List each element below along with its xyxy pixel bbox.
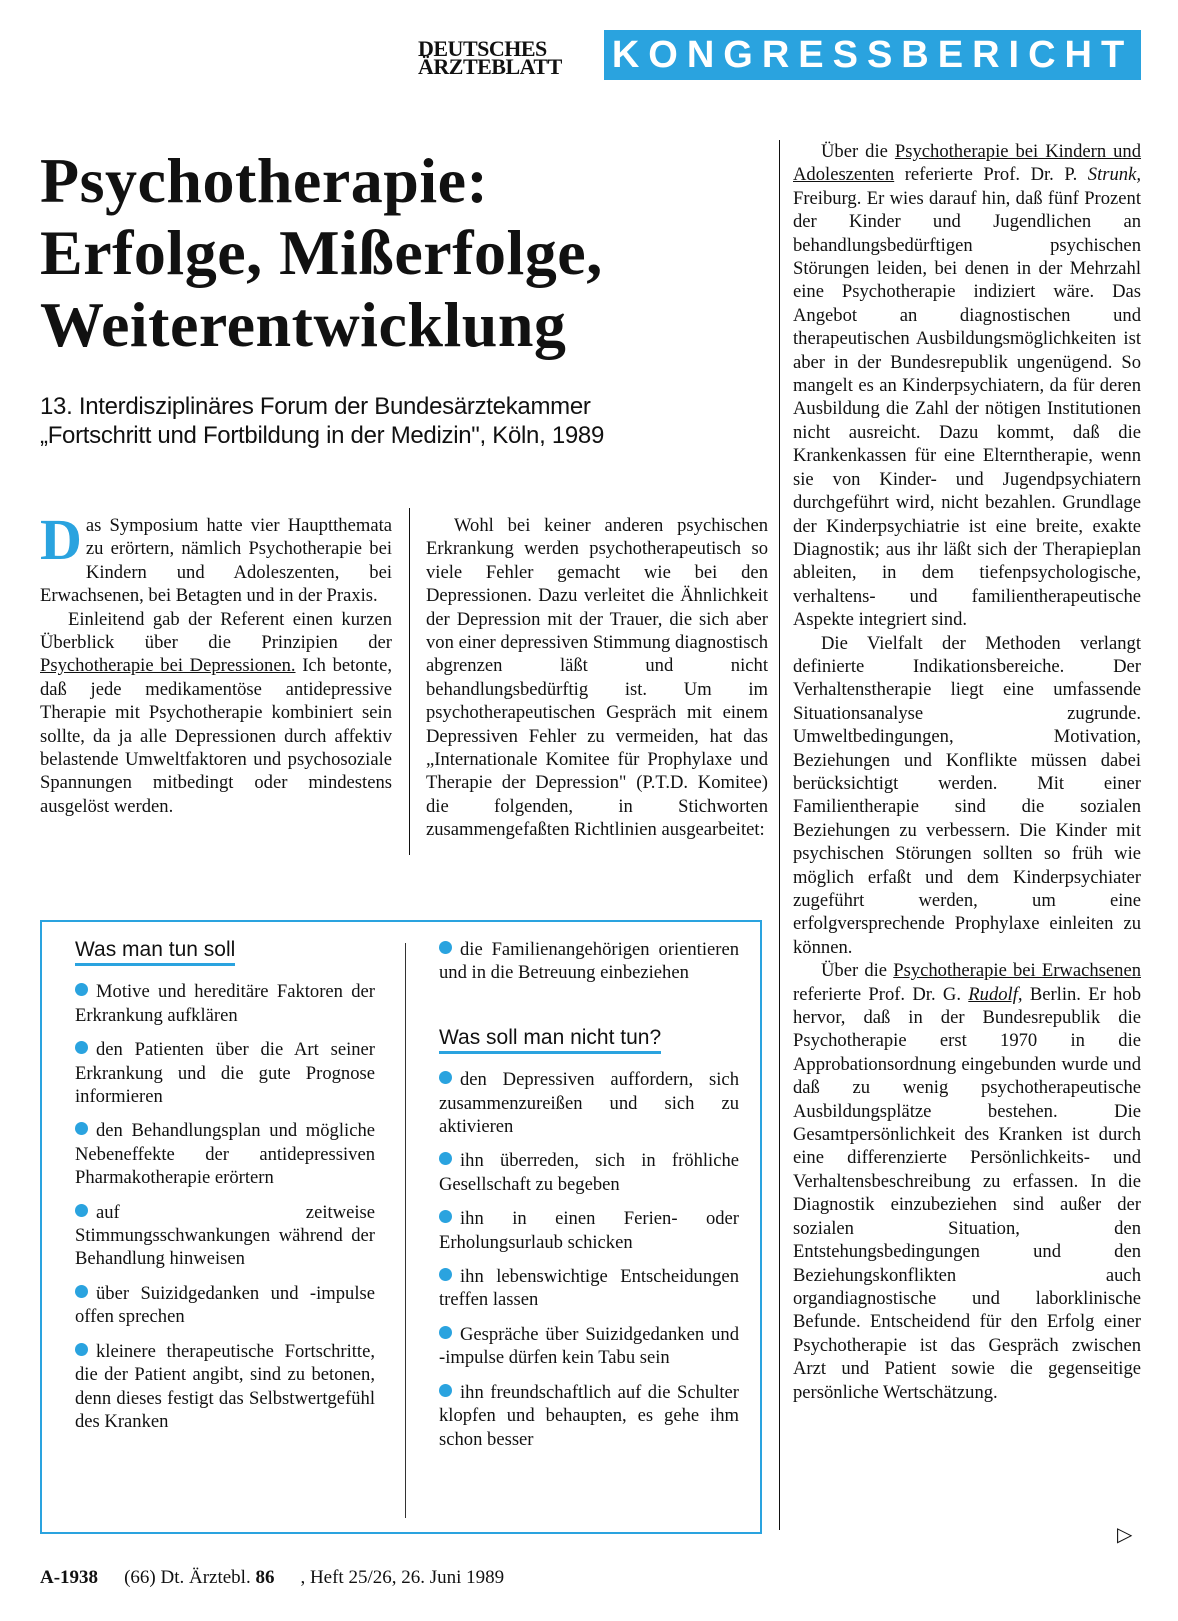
col1-p1-text: as Symposium hatte vier Hauptthemata zu erörtern, nämlich Psychotherapie bei Kindern und Adoleszenten, bei Erwachsenen, bei Betagten und in der Praxis. [40,515,392,607]
bullet-dot-icon [75,1343,88,1356]
do-list-item-text: den Patienten über die Art seiner Erkrankung und die gute Prognose informieren [75,1039,375,1108]
bullet-dot-icon [439,941,452,954]
bullet-dot-icon [75,1285,88,1298]
col3-p1-text-c: Freiburg. Er wies darauf hin, daß fünf Prozent der Kinder und Jugendlichen an behandlungsbedürftigen psychischen Störungen leiden, bei denen in der Mehrzahl eine Psychotherapie indiziert wäre. Das Angebot an diagnostischen und therapeutischen Ausbildungsmöglichkeiten ist aber in der Bundesrepublik ungenügend. So mangelt es an Kinderpsychiatern, da für deren Ausbildung die Zahl der nötigen Institutionen nicht ausreicht. Dazu kommt, daß die Krankenkassen für eine Elterntherapie, wenn sie von Kinder- und Jugendpsychiatern durchgeführt wird, nicht bezahlen. Grundlage der Kinderpsychiatrie ist eine breite, exakte Diagnostik; aus ihr läßt sich der Therapieplan ableiten, in dem tiefenpsychologische, verhaltens- und familientherapeutische Aspekte integriert sind. [793,187,1141,631]
col3-p3-speaker-name: Rudolf, [968,983,1023,1005]
col3-p3-text-b: referierte Prof. Dr. G. [793,983,969,1005]
bullet-dot-icon [75,1204,88,1217]
footer-citation-a: (66) Dt. Ärztebl. [124,1567,256,1588]
do-list-heading: Was man tun soll [75,938,235,966]
dont-list-item [439,1381,739,1451]
title-line1: Psychotherapie: [40,145,489,216]
dont-list-item [439,1068,739,1138]
col3-p1-text-a: Über die [821,141,895,162]
dont-list-item-text: ihn in einen Ferien- oder Erholungsurlaub schicken [439,1208,739,1253]
col1-p2-underlined-topic: Psychotherapie bei Depressionen. [40,655,296,677]
dont-list-item-text: den Depressiven auffordern, sich zusammenzureißen und sich zu aktivieren [439,1069,739,1138]
footer-volume: 86 [255,1567,275,1588]
do-list-item-text: über Suizidgedanken und -impulse offen sprechen [75,1282,375,1328]
col3-p3-text-c: Berlin. Er hob hervor, daß in der Bundesrepublik die Psychotherapie erst 1970 in die Approbationsordnung eingebunden wurde und daß zu wenig psychotherapeutische Ausbildungsplätze bestehen. Die Gesamtpersönlichkeit des Kranken ist durch eine differenzierte Persönlichkeits- und Verhaltensbeschreibung zu erfassen. In die Diagnostik einzubeziehen sind außer der sozialen Situation, den Entstehungsbedingungen und den Beziehungskonflikten auch organdiagnostische und laborklinische Befunde. Entscheidend für den Erfolg einer Psychotherapie ist das Gespräch zwischen Arzt und Patient sowie die gegenseitige persönliche Wertschätzung. [793,983,1141,1403]
dont-list-item [439,1207,739,1254]
col3-p1-speaker-name: Strunk, [1087,164,1141,186]
bullet-dot-icon [439,1384,452,1397]
do-list-item [439,938,739,985]
do-list-item [75,1119,375,1189]
col3-p3-text-a: Über die [821,960,894,982]
page-number: A-1938 [40,1567,99,1588]
title-line2: Erfolge, Mißerfolge, [40,217,603,288]
bullet-dot-icon [75,1122,88,1135]
col3-p3-underlined-topic: Psychotherapie bei Erwachsenen [893,960,1141,982]
do-list-item-text: kleinere therapeutische Fortschritte, die der Patient angibt, sind zu betonen, denn dieses festigt das Selbstwertgefühl des Kranken [75,1340,375,1432]
masthead-logo [418,36,588,79]
masthead-line1: DEUTSCHES [418,36,547,61]
do-list-item [75,1201,375,1271]
col1-paragraph-2 [40,608,392,819]
footer-citation-b: , Heft 25/26, 26. Juni 1989 [300,1567,505,1588]
title-line3: Weiterentwicklung [40,289,567,360]
do-list-item [75,980,375,1027]
bullet-dot-icon [439,1152,452,1165]
col3-paragraph-3 [793,959,1141,1404]
dont-list-item [439,1265,739,1312]
do-list-item-text: Motive und hereditäre Faktoren der Erkrankung aufklären [75,981,375,1026]
column-2 [426,514,768,842]
col1-p2-text-a: Einleitend gab der Referent einen kurzen Überblick über die Prinzipien der [40,608,392,654]
dont-list-heading: Was soll man nicht tun? [439,1026,661,1054]
column-divider-1 [409,508,410,855]
box-divider [405,943,406,1518]
col1-p2-text-b: Ich betonte, daß jede medikamentöse antidepressive Therapie mit Psychotherapie kombiniert sein sollte, da ja alle Depressionen durch affektiv belastende Umweltfaktoren und psychosoziale Spannungen mitbedingt oder mindestens ausgelöst werden. [40,655,392,817]
column-3 [793,140,1141,1404]
bullet-dot-icon [439,1326,452,1339]
dont-list-item [439,1323,739,1370]
page-footer [40,1567,504,1589]
dont-list-item [439,1149,739,1196]
bullet-dot-icon [439,1071,452,1084]
subtitle-line1: 13. Interdisziplinäres Forum der Bundesärztekammer [40,393,591,420]
col3-p1-text-b: referierte Prof. Dr. P. [894,164,1088,186]
do-list-column [75,938,375,1444]
column-divider-2 [779,140,780,1530]
bullet-dot-icon [439,1210,452,1223]
do-list-item-text: die Familienangehörigen orientieren und in die Betreuung einbeziehen [439,939,739,984]
article-subtitle [40,392,760,450]
col2-paragraph-1: Wohl bei keiner anderen psychischen Erkrankung werden psychotherapeutisch so viele Fehler gemacht wie bei den Depressionen. Dazu verleitet die Ähnlichkeit der Depression mit der Trauer, die sich aber von einer depressiven Stimmung diagnostisch abgrenzen läßt und nicht behandlungsbedürftig ist. Um im psychotherapeutischen Gespräch mit einem Depressiven Fehler zu vermeiden, hat das „Internationale Komitee für Prophylaxe und Therapie der Depression" (P.T.D. Komitee) die folgenden, in Stichworten zusammengefaßten Richtlinien ausgearbeitet: [426,515,768,841]
drop-cap: D [40,507,82,572]
col3-paragraph-2: Die Vielfalt der Methoden verlangt definierte Indikationsbereiche. Der Verhaltenstherapie liegt eine umfassende Situationsanalyse zugrunde. Umweltbedingungen, Motivation, Beziehungen und Konflikte müssen dabei berücksichtigt werden. Mit einer Familientherapie sind die sozialen Beziehungen zu verbessern. Die Kinder mit psychischen Störungen sollten so früh wie möglich erfaßt und dem Kinderpsychiater zugeführt werden, um eine erfolgversprechende Prophylaxe einleiten zu können. [793,632,1141,958]
dont-list-item-text: ihn lebenswichtige Entscheidungen treffen lassen [439,1266,739,1311]
dont-list-item-text: ihn freundschaftlich auf die Schulter klopfen und behaupten, es gehe ihm schon besser [439,1381,739,1450]
article-title [40,145,780,361]
column-1 [40,507,392,818]
continue-arrow-icon: ▷ [1117,1524,1133,1546]
section-banner: KONGRESSBERICHT [604,30,1141,80]
subtitle-line2: „Fortschritt und Fortbildung in der Medizin", Köln, 1989 [40,422,605,449]
do-list-item-text: auf zeitweise Stimmungsschwankungen während der Behandlung hinweisen [75,1201,375,1270]
dont-list-column [439,938,739,1462]
do-list-item-text: den Behandlungsplan und mögliche Nebeneffekte der antidepressiven Pharmakotherapie erörtern [75,1120,375,1189]
col1-paragraph-1 [40,507,392,608]
do-list-item [75,1282,375,1329]
dont-list-item-text: ihn überreden, sich in fröhliche Gesellschaft zu begeben [439,1150,739,1195]
dont-list-item-text: Gespräche über Suizidgedanken und -impulse dürfen kein Tabu sein [439,1323,739,1369]
do-list-item [75,1340,375,1434]
do-list-item [75,1038,375,1108]
bullet-dot-icon [75,1041,88,1054]
col3-p1-underlined-topic: Psychotherapie bei Kindern und Adoleszenten [793,141,1142,186]
col3-paragraph-1 [793,140,1141,632]
bullet-dot-icon [439,1268,452,1281]
masthead-line2: ÄRZTEBLATT [418,54,562,79]
bullet-dot-icon [75,983,88,996]
